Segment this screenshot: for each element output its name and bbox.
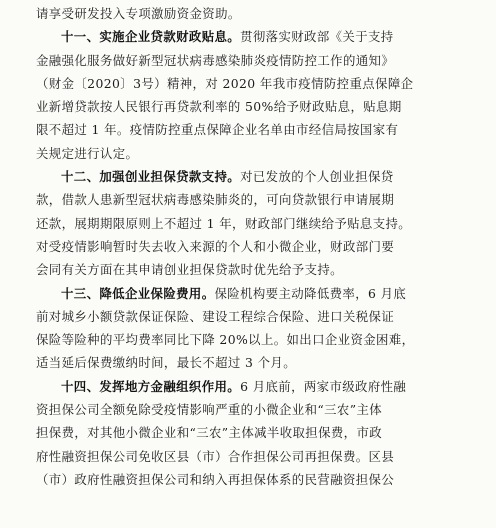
section-heading: 十二、加强创业担保贷款支持。 bbox=[61, 169, 241, 185]
line-text: （财金〔2020〕3号）精神，对 2020 年我市疫情防控重点保障企 bbox=[36, 75, 414, 91]
line-text: 会同有关方面在其申请创业担保贷款时优先给予支持。 bbox=[36, 262, 343, 278]
text-line bbox=[36, 421, 460, 444]
text-line bbox=[36, 118, 460, 141]
text-line bbox=[36, 212, 460, 235]
line-text: 适当延后保费缴纳时间，最长不超过 3 个月。 bbox=[36, 355, 296, 371]
text-line bbox=[36, 49, 460, 72]
line-text: 款，借款人患新型冠状病毒感染肺炎的，可向贷款银行申请展期 bbox=[36, 192, 395, 208]
text-line bbox=[36, 305, 460, 328]
text-line bbox=[36, 258, 460, 281]
text-line bbox=[36, 351, 460, 374]
line-text: （市）政府性融资担保公司和纳入再担保体系的民营融资担保公 bbox=[36, 471, 395, 487]
section-13-heading-line bbox=[36, 282, 460, 305]
line-text: 府性融资担保公司免收区县（市）合作担保公司再担保费。区县 bbox=[36, 448, 395, 464]
line-text: 保险机构要主动降低费率，6 月底 bbox=[214, 285, 407, 301]
section-14-heading-line bbox=[36, 375, 460, 398]
text-line bbox=[36, 235, 460, 258]
line-text: 业新增贷款按人民银行再贷款利率的 50%给予财政贴息，贴息期 bbox=[36, 99, 402, 115]
line-text: 金融强化服务做好新型冠状病毒感染肺炎疫情防控工作的通知》 bbox=[36, 52, 395, 68]
text-line bbox=[36, 468, 460, 491]
line-text: 还款，展期期限原则上不超过 1 年，财政部门继续给予贴息支持。 bbox=[36, 215, 412, 231]
line-text: 保险等险种的平均费率同比下降 20%以上。如出口企业资金困难， bbox=[36, 332, 415, 348]
line-text: 资担保公司全额免除受疫情影响严重的小微企业和“三农”主体 bbox=[36, 402, 383, 418]
section-heading: 十三、降低企业保险费用。 bbox=[61, 285, 215, 301]
line-text: 对已发放的个人创业担保贷 bbox=[240, 169, 394, 185]
line-text: 担保费，对其他小微企业和“三农”主体减半收取担保费，市政 bbox=[36, 425, 383, 441]
line-text: 6 月底前，两家市级政府性融 bbox=[240, 378, 407, 394]
section-11-heading-line bbox=[36, 25, 460, 48]
line-text: 关规定进行认定。 bbox=[36, 145, 139, 161]
section-12-heading-line bbox=[36, 165, 460, 188]
line-text: 对受疫情影响暂时失去收入来源的个人和小微企业，财政部门要 bbox=[36, 238, 395, 254]
text-line bbox=[36, 2, 460, 25]
line-text: 前对城乡小额贷款保证保险、建设工程综合保险、进口关税保证 bbox=[36, 308, 395, 324]
line-text: 贯彻落实财政部《关于支持 bbox=[240, 29, 394, 45]
section-heading: 十四、发挥地方金融组织作用。 bbox=[61, 378, 241, 394]
section-heading: 十一、实施企业贷款财政贴息。 bbox=[61, 29, 241, 45]
text-line bbox=[36, 72, 460, 95]
text-line bbox=[36, 95, 460, 118]
text-line bbox=[36, 142, 460, 165]
text-line bbox=[36, 188, 460, 211]
text-line bbox=[36, 445, 460, 468]
line-text: 限不超过 1 年。疫情防控重点保障企业名单由市经信局按国家有 bbox=[36, 122, 399, 138]
line-text: 请享受研发投入专项激励资金资助。 bbox=[36, 6, 241, 21]
text-line bbox=[36, 398, 460, 421]
text-line bbox=[36, 328, 460, 351]
